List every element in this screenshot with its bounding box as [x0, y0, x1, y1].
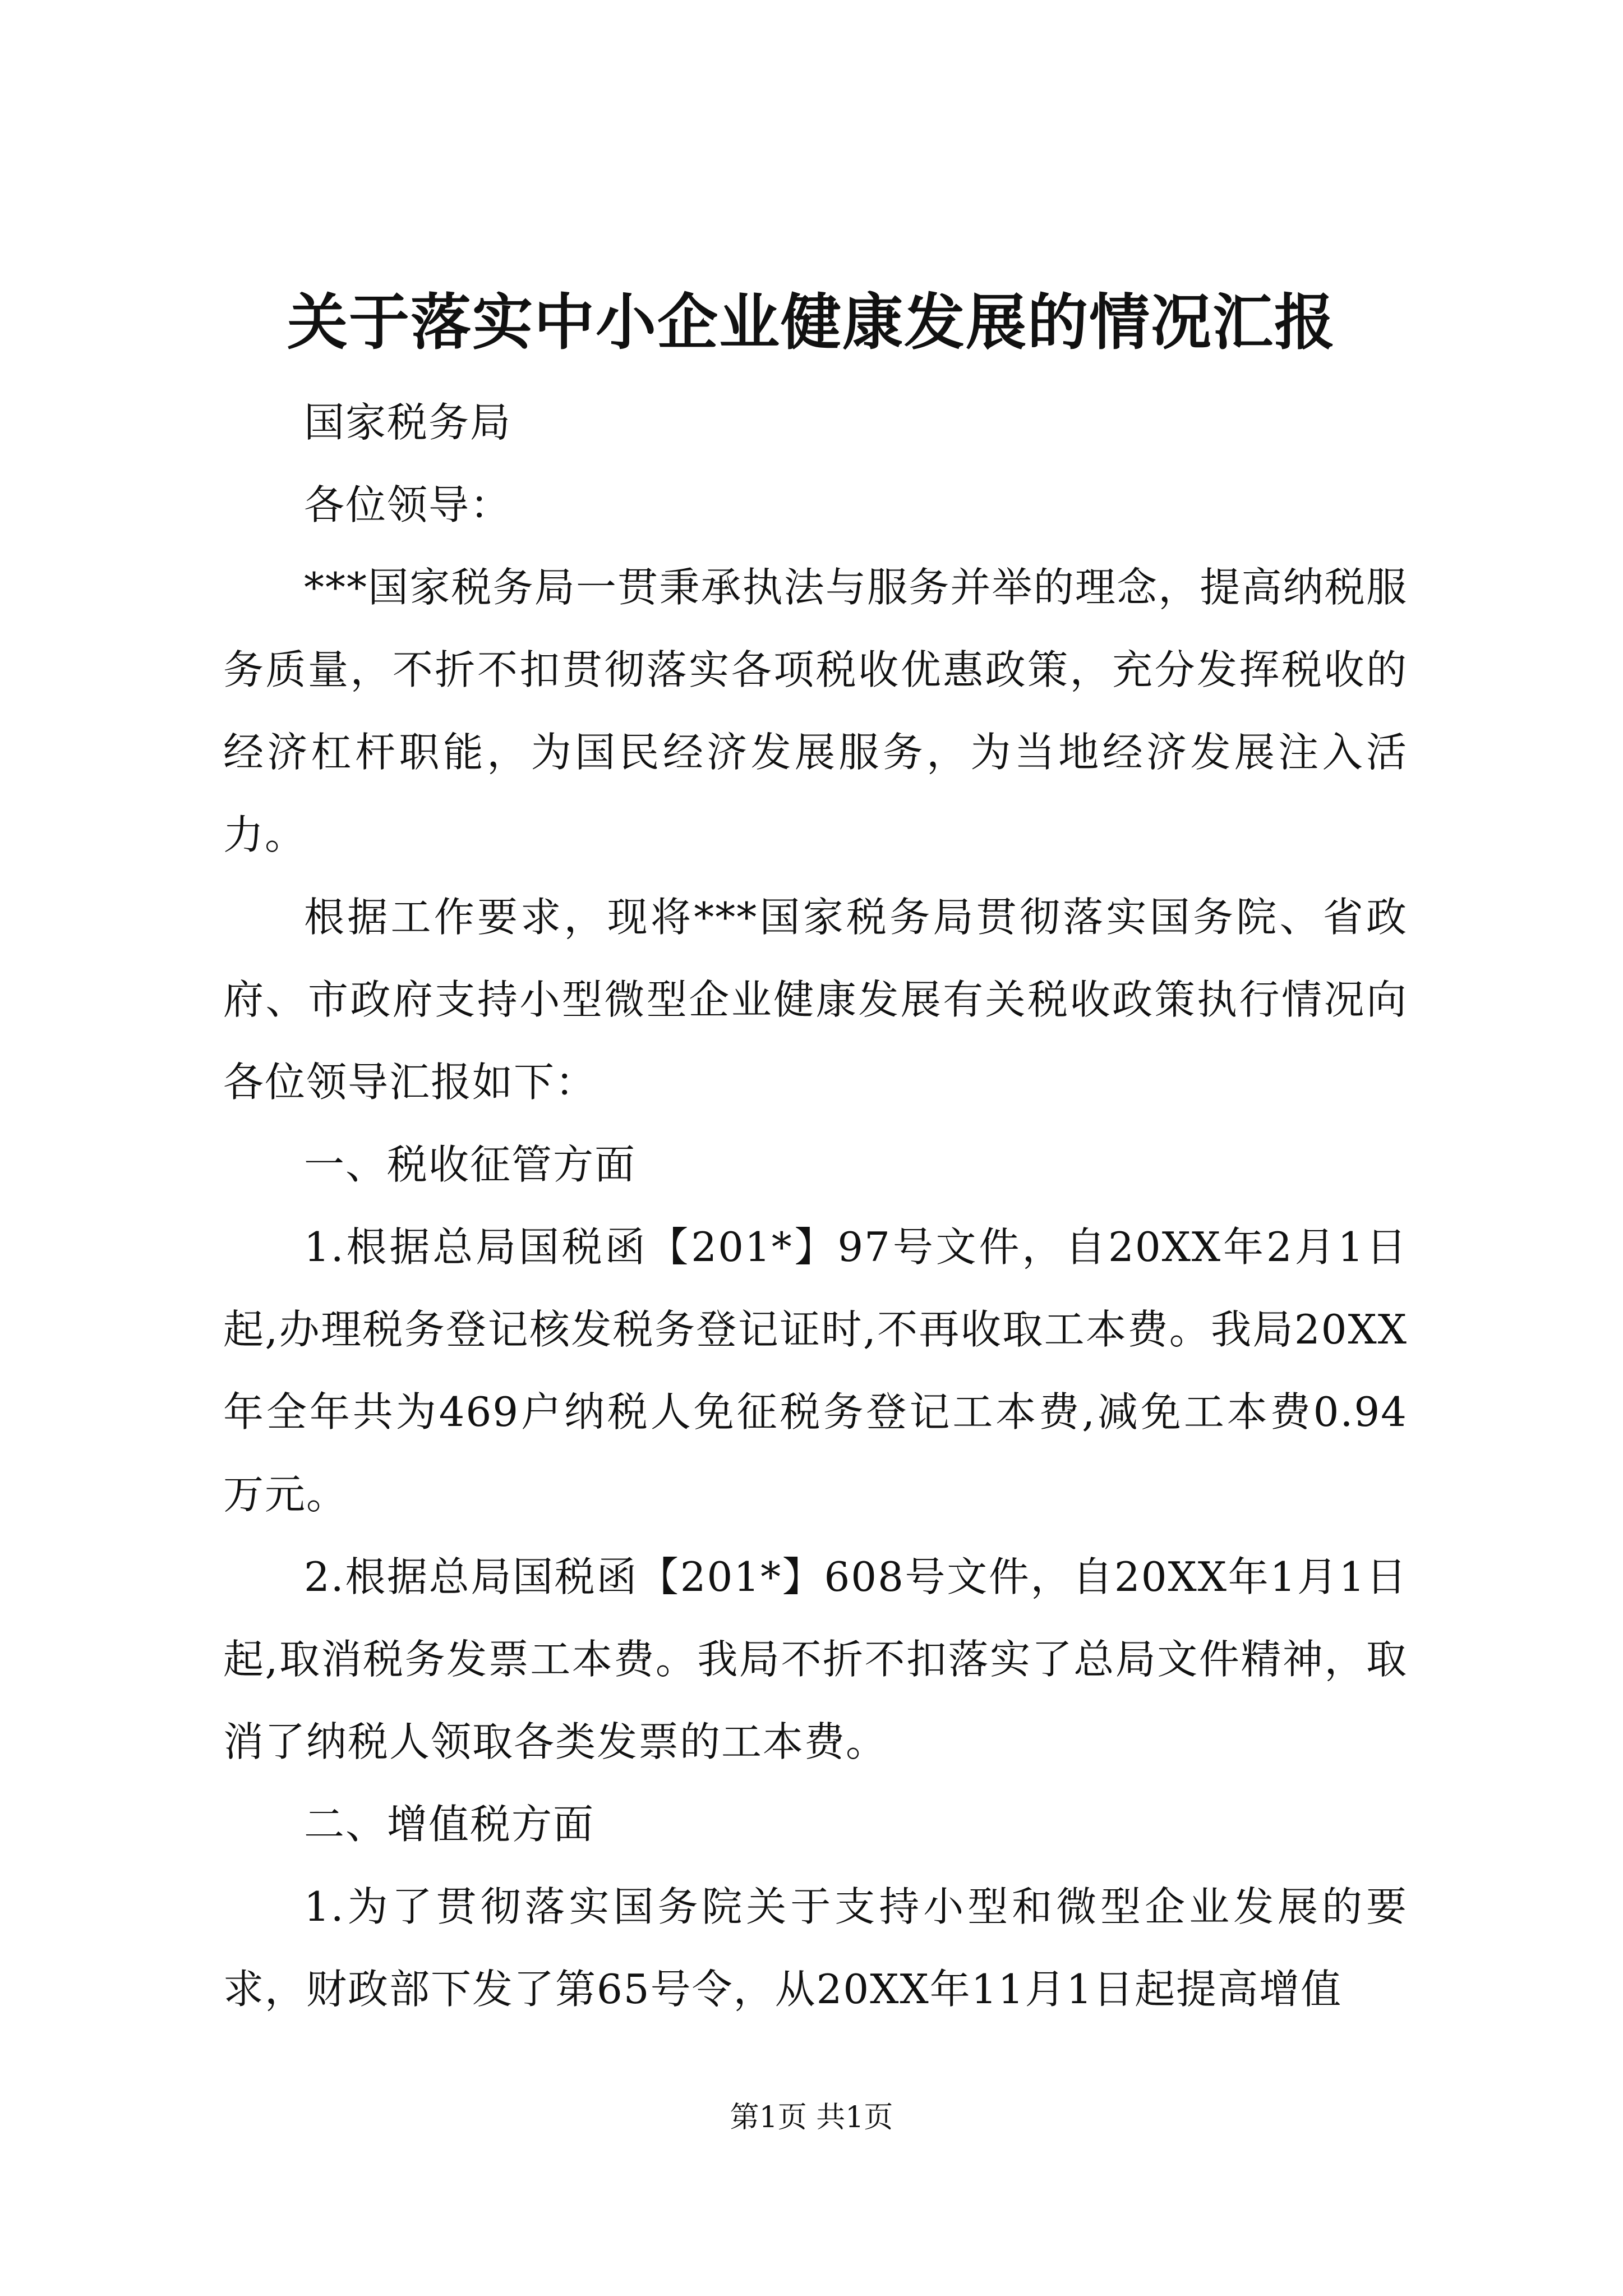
document-title: 关于落实中小企业健康发展的情况汇报	[287, 287, 1336, 358]
body-paragraph: 1.根据总局国税函【201*】97号文件，自20XX年2月1日起,办理税务登记核发税务登记证时,不再收取工本费。我局20XX年全年共为469户纳税人免征税务登记工本费,减免工本费0.94万元。	[223, 1223, 1408, 1518]
document-body	[223, 381, 1408, 2031]
salutation: 各位领导：	[304, 481, 512, 528]
body-paragraph: 2.根据总局国税函【201*】608号文件，自20XX年1月1日起,取消税务发票工本费。我局不折不扣落实了总局文件精神，取消了纳税人领取各类发票的工本费。	[223, 1553, 1408, 1765]
body-paragraph: ***国家税务局一贯秉承执法与服务并举的理念，提高纳税服务质量，不折不扣贯彻落实各项税收优惠政策，充分发挥税收的经济杠杆职能，为国民经济发展服务，为当地经济发展注入活力。	[223, 564, 1408, 858]
section-heading: 二、增值税方面	[304, 1801, 595, 1848]
section-heading: 一、税收征管方面	[304, 1141, 637, 1188]
body-paragraph: 1.为了贯彻落实国务院关于支持小型和微型企业发展的要求，财政部下发了第65号令，从20XX年11月1日起提高增值	[223, 1883, 1408, 2013]
page-footer: 第1页 共1页	[730, 2101, 893, 2134]
body-paragraph: 根据工作要求，现将***国家税务局贯彻落实国务院、省政府、市政府支持小型微型企业健康发展有关税收政策执行情况向各位领导汇报如下：	[223, 894, 1408, 1106]
issuer-line: 国家税务局	[304, 399, 512, 446]
